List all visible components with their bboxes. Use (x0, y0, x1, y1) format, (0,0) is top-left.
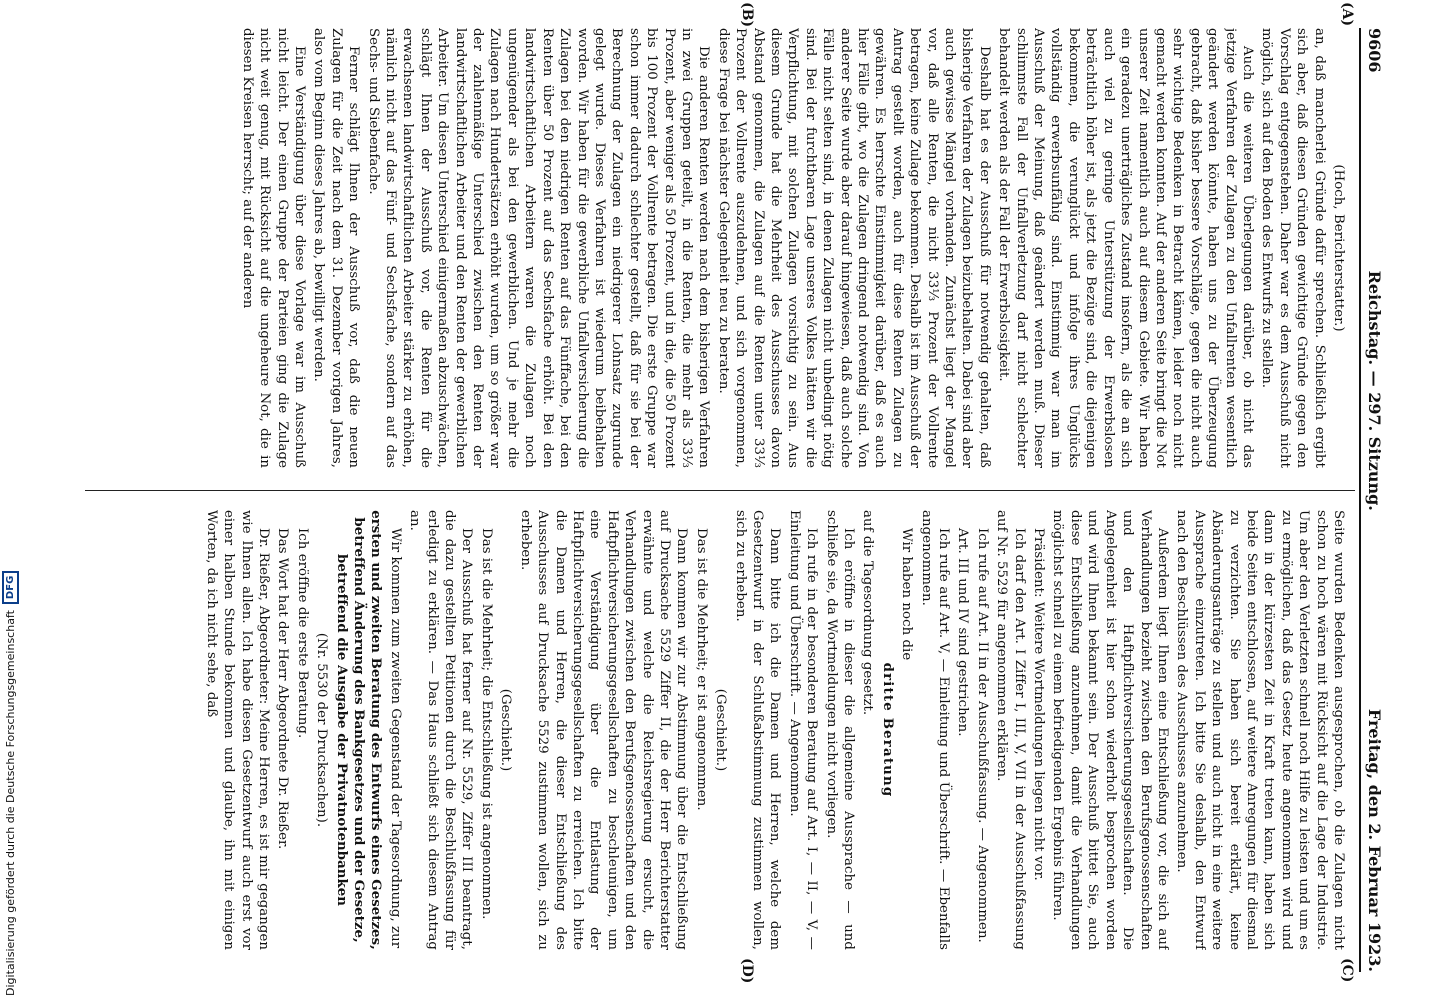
dfg-logo-icon: DFG (2, 571, 19, 604)
page-title: Reichstag. — 297. Sitzung. (1365, 270, 1384, 511)
right-column (87, 510, 1347, 950)
section-heading: dritte Beratung (879, 662, 895, 798)
paragraph: Wir haben noch die (899, 528, 915, 661)
stage-direction: (Geschieht.) (713, 688, 729, 772)
speaker-label: (Hoch, Berichterstatter.) (1331, 164, 1346, 332)
paragraph: Ich rufe auf Art. II in der Ausschußfassung. — Angenommen. (974, 528, 990, 943)
paragraph: Ich rufe auf Art. V, — Einleitung und Überschrift. — Ebenfalls angenommen. (918, 510, 952, 950)
page-number: 9606 (1365, 28, 1384, 73)
paragraph: auf die Tagesordnung gesetzt. (860, 510, 876, 716)
agenda-item-ref: (Nr. 5530 der Drucksachen). (314, 632, 330, 828)
paragraph: Ferner schlägt Ihnen der Ausschuß vor, daß die neuen Zulagen für die Zeit nach dem 31. Dezember vorigen Jahres, also vom Beginn dieses Jahres ab, bewilligt werden. (311, 28, 362, 468)
paragraph: Der Ausschuß hat ferner auf Nr. 5529, Ziffer III beantragt, die dazu gestellten Petitionen durch die Beschlußfassung für erledigt zu erklären. — Das Haus schließt sich diesem Antrag an. (407, 510, 475, 950)
paragraph: Deshalb hat es der Ausschuß für notwendig gehalten, daß bisherige Verfahren der Zulagen beizubehalten. Dabei sind aber auch gewisse Mängel vorhanden. Zunächst liegt der Mangel vor, daß alle Renten, die nicht 33⅓ Prozent der Vollrente betragen, keine Zulage bekommen. Deshalb ist im Ausschuß der Antrag gestellt worden, auch für diese Renten Zulagen zu gewähren. Es herrschte Einstimmigkeit darüber, daß es auch hier Fälle gibt, wo die Zulagen dringend notwendig sind. Von anderer Seite wurde aber darauf hingewiesen, daß auch solche Fälle nicht selten sind, in denen Zulagen nicht unbedingt nötig sind. Bei der furchtbaren Lage unseres Volkes hätten wir die Verpflichtung, mit solchen Zulagen vorsichtig zu sein. Aus diesem Grunde hat die Mehrheit des Ausschusses davon Abstand genommen, die Zulagen auf die Renten unter 33⅓ Prozent der Vollrente auszudehnen, und sich vorgenommen, diese Frage bei nächster Gelegenheit neu zu beraten. (715, 28, 992, 468)
paragraph: Ich rufe in der besonderen Beratung auf Art. I, — II, — V, — Einleitung und Überschrift. — Angenommen. (786, 510, 820, 950)
agenda-item-title: ersten und zweiten Beratung des Entwurfs eines Gesetzes, betreffend Änderung des Bankgesetzes und der Gesetze, betreffend die Ausgabe der Privatnotenbanken (333, 510, 384, 950)
paragraph: Außerdem liegt Ihnen eine Entschließung vor, die sich auf Verhandlungen bezieht zwischen den Berufsgenossenschaften und den Haftpflichtversicherungsgesellschaften. Die Angelegenheit ist hier schon wiederholt besprochen worden und wird Ihnen bekannt sein. Der Ausschuß bittet Sie, auch diese Entschließung anzunehmen, damit die Verhandlungen möglichst schnell zu einem befriedigenden Ergebnis führen. (1050, 510, 1170, 950)
paragraph: Das ist die Mehrheit; die Entschließung ist angenommen. (478, 528, 494, 920)
footer-text-wrap (2, 16, 19, 996)
margin-marker-b: (B) (739, 2, 755, 28)
paragraph: Präsident: Weitere Wortmeldungen liegen nicht vor. (1031, 528, 1047, 881)
stage-direction: (Geschieht.) (498, 688, 514, 772)
paragraph: Die anderen Renten werden nach dem bisherigen Verfahren in zwei Gruppen geteilt, in die Renten, die mehr als 33⅓ Prozent, aber weniger als 50 Prozent, und in die, die 50 Prozent bis 100 Prozent der Vollrente betragen. Die erste Gruppe war schon immer dadurch schlechter gestellt, daß für sie bei der Berechnung der Zulagen ein niedrigerer Lohnsatz zugrunde gelegt wurde. Dieses Verfahren ist wiederum beibehalten worden. Wir haben für die gewerbliche Unfallversicherung die Zulagen bei den niedrigen Renten auf das Fünffache, bei den Renten über 50 Prozent auf das Sechsfache erhöht. Bei den landwirtschaftlichen Arbeitern waren die Zulagen noch ungenügender als bei den gewerblichen. Und je mehr die Zulagen nach Hundertsätzen erhöht wurden, um so größer war der zahlenmäßige Unterschied zwischen den Renten der landwirtschaftlichen Arbeiter und den Renten der gewerblichen Arbeiter. Um diesen Unterschied einigermaßen abzuschwächen, schlägt Ihnen der Ausschuß vor, die Renten für die erwachsenen landwirtschaftlichen Arbeiter stärker zu erhöhen, nämlich nicht auf das Fünf- und Sechsfache, sondern auf das Sechs- und Siebenfache. (365, 28, 712, 468)
footer-credit: Digitalisierung gefördert durch die Deutsche Forschungsgemeinschaft (4, 610, 17, 996)
page-date: Freitag, den 2. Februar 1923. (1365, 708, 1384, 972)
left-column (87, 28, 1347, 468)
margin-marker-a: (A) (1339, 2, 1355, 27)
column-divider (85, 490, 1355, 491)
paragraph: Dann bitte ich die Damen und Herren, welche dem Gesetzentwurf in der Schlußabstimmung zustimmen wollen, sich zu erheben. (732, 510, 783, 950)
paragraph: Ich eröffne in dieser die allgemeine Aussprache — und schließe sie, da Wortmeldungen nicht vorliegen. (823, 510, 857, 950)
paragraph: Auch die weiteren Überlegungen darüber, ob nicht das jetzige Verfahren der Zulagen zu den Unfallrenten wesentlich geändert werden könnte, haben uns zu der Überzeugung gebracht, daß bisher bessere Vorschläge, gegen die nicht auch sehr wichtige Bedenken in Betracht kämen, leider noch nicht gemacht werden konnten. Auf der anderen Seite bringt die Not unserer Zeit namentlich auch auf diesem Gebiete. Wir haben ein geradezu unerträgliches Zustand insofern, als die an sich auch viel zu geringe Unterstützung der Erwerbslosen beträchtlich höher ist, als jetzt die Bezüge sind, die diejenigen bekommen, die verunglückt und infolge ihres Unglücks vollständig erwerbsunfähig sind. Einstimmig war man im Ausschuß der Meinung, daß geändert werden muß. Dieser schlimmste Fall der Unfallverletzung darf nicht schlechter behandelt werden als der Fall der Erwerbslosigkeit. (996, 28, 1255, 468)
margin-marker-c: (C) (1339, 958, 1355, 983)
paragraph: Dr. Rießer, Abgeordneter: Meine Herren, es ist mir gegangen wie Ihnen allen. Ich habe diesen Gesetzentwurf auch erst vor einer halben Stunde bekommen und glaube, ihn mit einigen Worten, da ich nicht sehe, daß (203, 510, 272, 950)
paragraph: Dann kommen wir zur Abstimmung über die Entschließung auf Drucksache 5529 Ziffer II, die der Herr Berichterstatter erwähnte und welche die Reichsregierung ersucht, die Verhandlungen zwischen den Berufsgenossenschaften und den Haftpflichtversicherungsgesellschaften zu beschleunigen, um eine Verständigung über die Entlastung der Haftpflichtversicherungsgesellschaften zu erreichen. Ich bitte die Damen und Herren, die dieser Entschließung des Ausschusses auf Drucksache 5529 zustimmen wollen, sich zu erheben. (517, 510, 690, 950)
paragraph: Art. III und IV sind gestrichen. (955, 528, 971, 737)
scan-footer (0, 0, 40, 1000)
paragraph: Eine Verständigung über diese Vorlage war im Ausschuß nicht leicht. Der einen Gruppe der Parteien ging die Zulage nicht weit genug, mit Rücksicht auf die ungeheure Not, die in diesen Kreisen herrscht; auf der anderen (239, 28, 308, 468)
paragraph: Ich eröffne die erste Beratung. (294, 528, 310, 739)
paragraph: Das ist die Mehrheit; er ist angenommen. (693, 528, 709, 811)
paragraph: Ich darf den Art. I Ziffer I, III, V, VII in der Ausschußfassung auf Nr. 5529 für angenommen erklären. (994, 510, 1027, 950)
page-header (1359, 28, 1395, 972)
document-page (75, 2, 1395, 984)
paragraph: Das Wort hat der Herr Abgeordnete Dr. Rießer. (275, 528, 291, 850)
paragraph: an, daß mancherlei Gründe dafür sprechen. Schließlich ergibt sich aber, daß diesen Gründen gewichtige Gründe gegen den Vorschlag entgegenstehen. Daher war es dem Ausschuß nicht möglich, sich auf den Boden des Entwurfs zu stellen. (1259, 28, 1327, 468)
paragraph: Seite wurden Bedenken ausgesprochen, ob die Zulagen nicht schon zu hoch wären mit Rücksicht auf die Lage der Industrie. Um aber den Verletzten schnell noch Hilfe zu leisten und um es zu ermöglichen, daß das Gesetz heute angenommen wird und dann in der kürzesten Zeit in Kraft treten kann, haben sich beide Seiten entschlossen, auf weitere Anregungen für diesmal zu verzichten. Sie haben sich bereit erklärt, keine Abänderungsanträge zu stellen und auch nicht in eine weitere Aussprache einzutreten. Ich bitte Sie deshalb, den Entwurf nach den Beschlüssen des Ausschusses anzunehmen. (1174, 510, 1346, 950)
paragraph: Wir kommen zum zweiten Gegenstand der Tagesordnung, zur (387, 528, 403, 949)
margin-marker-d: (D) (739, 958, 755, 984)
